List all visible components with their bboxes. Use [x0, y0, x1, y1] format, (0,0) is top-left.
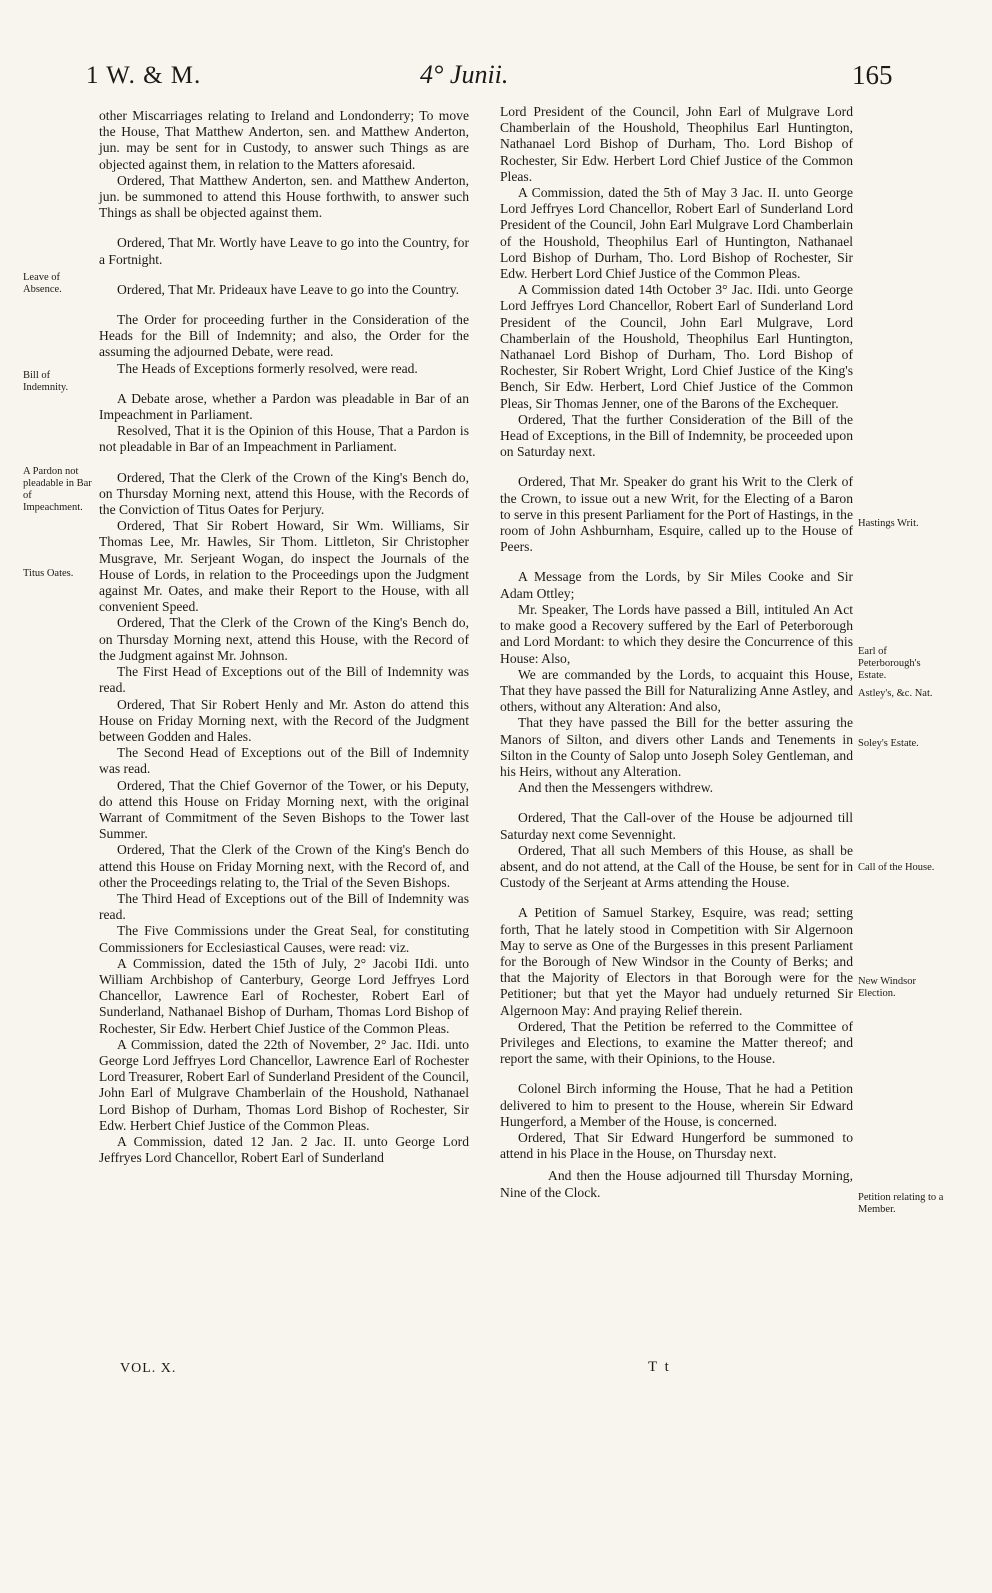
paragraph: Ordered, That the Chief Governor of the Tower, or his Deputy, do attend this House on Friday Morning next, with the original Warrant of Commitment of the Seven Bishops to the Tower last Summer. — [99, 777, 469, 842]
paragraph: Ordered, That Matthew Anderton, sen. and Matthew Anderton, jun. be summoned to attend this House forthwith, to answer such Things as shall be objected against them. — [99, 172, 469, 221]
paragraph: The Heads of Exceptions formerly resolved, were read. — [117, 360, 418, 376]
paragraph: The First Head of Exceptions out of the Bill of Indemnity was read. — [99, 664, 469, 696]
paragraph: Mr. Speaker, The Lords have passed a Bill, intituled An Act to make good a Recovery suffered by the Earl of Peterborough and Lord Mordant: to which they desire the Concurrence of this House: Also, — [500, 601, 853, 666]
paragraph: And then the Messengers withdrew. — [518, 780, 714, 796]
margin-note-oates: Titus Oates. — [23, 568, 74, 579]
margin-note-pardon: A Pardon not pleadable in Bar of Impeachment. — [23, 466, 92, 513]
paragraph: Ordered, That the further Consideration of the Bill of the Head of Exceptions, in the Bill of Indemnity, be proceeded upon on Saturday next. — [500, 411, 853, 460]
margin-note-indemnity: Bill of Indemnity. — [23, 370, 69, 393]
paragraph: A Debate arose, whether a Pardon was pleadable in Bar of an Impeachment in Parliament. — [99, 390, 469, 423]
paragraph: Lord President of the Council, John Earl of Mulgrave Lord Chamberlain of the Houshold, Theophilus Earl Huntington, Nathanael Lord Bishop of Durham, Tho. Lord Bishop of Rochester, Sir Edw. Herbert Lord Chief Justice of the Common Pleas. — [500, 104, 853, 184]
paragraph: A Message from the Lords, by Sir Miles Cooke and Sir Adam Ottley; — [500, 569, 853, 601]
paragraph: other Miscarriages relating to Ireland and Londonderry; To move the House, That Matthew Anderton, sen. and Matthew Anderton, jun. may be sent for in Custody, to answer such Things as are objected against them, in relation to the Matters aforesaid. — [99, 108, 469, 172]
paragraph: Ordered, That the Call-over of the House be adjourned till Saturday next come Sevennight. — [500, 810, 853, 842]
margin-note-petition: Petition relating to a Member. — [858, 1192, 944, 1215]
paragraph: A Commission, dated 12 Jan. 2 Jac. II. unto George Lord Jeffryes Lord Chancellor, Robert Earl of Sunderland — [99, 1133, 469, 1166]
paragraph: The Order for proceeding further in the Consideration of the Heads for the Bill of Indemnity; and also, the Order for the assuming the adjourned Debate, were read. — [99, 312, 469, 360]
left-column — [99, 108, 469, 1166]
paragraph: Ordered, That all such Members of this House, as shall be absent, and do not attend, at the Call of the House, be sent for in Custody of the Serjeant at Arms attending the House. — [500, 842, 853, 891]
paragraph: A Petition of Samuel Starkey, Esquire, was read; setting forth, That he lately stood in Competition with Sir Algernoon May to serve as One of the Burgesses in this present Parliament for the Borough of New Windsor in the County of Berks; and that the Majority of Electors in that Borough were for the Petitioner; but that yet the Mayor had unduely returned Sir Algernoon May: And praying Relief therein. — [500, 905, 853, 1018]
margin-note-leave: Leave of Absence. — [23, 272, 62, 295]
margin-note-astley: Astley's, &c. Nat. — [858, 688, 933, 699]
paragraph: Ordered, That Sir Edward Hungerford be summoned to attend in his Place in the House, on Thursday next. — [500, 1129, 853, 1162]
paragraph: A Commission, dated the 5th of May 3 Jac. II. unto George Lord Jeffryes Lord Chancellor, Robert Earl of Sunderland Lord President of the Council, John Earl Mulgrave Lord Chamberlain of the Houshold, Theophilus Earl of Huntington, Nathanael Lord Bishop of Durham, Tho. Lord Bishop of Rochester, Sir Edw. Herbert Lord Chief Justice of the Common Pleas. — [500, 185, 853, 282]
margin-note-callover: Call of the House. — [858, 862, 935, 873]
paragraph: Resolved, That it is the Opinion of this House, That a Pardon is not pleadable in Bar of an Impeachment in Parliament. — [99, 423, 469, 455]
paragraph: The Second Head of Exceptions out of the Bill of Indemnity was read. — [99, 745, 469, 777]
paragraph: Ordered, That the Petition be referred to the Committee of Privileges and Elections, to examine the Matter thereof; and report the same, with their Opinions, to the House. — [500, 1018, 853, 1067]
paragraph: Ordered, That the Clerk of the Crown of the King's Bench do attend this House on Friday Morning next, with the Record of, and other the Proceedings relating to, the Trial of the Seven Bishops. — [99, 842, 469, 890]
running-header — [0, 56, 992, 96]
paragraph: We are commanded by the Lords, to acquaint this House, That they have passed the Bill for Naturalizing Anne Astley, and others, without any Alteration: And also, — [500, 666, 853, 715]
margin-note-soley: Soley's Estate. — [858, 738, 919, 749]
paragraph: A Commission, dated the 22th of November, 2° Jac. IIdi. unto George Lord Jeffryes Lord Chancellor, Lawrence Earl of Rochester Lord Treasurer, Robert Earl of Sunderland President of the Council, John Earl of Mulgrave Chamberlain of the Houshold, Nathanael Lord Bishop of Durham, Thomas Lord Bishop of Rochester, Sir Edw. Herbert Chief Justice of the Common Pleas. — [99, 1036, 469, 1133]
session-date: 4° Junii. — [420, 60, 509, 89]
paragraph: Colonel Birch informing the House, That he had a Petition delivered to him to present to the House, wherein Sir Edward Hungerford, a Member of the House, is concerned. — [500, 1081, 853, 1129]
paragraph: That they have passed the Bill for the better assuring the Manors of Silton, and divers other Lands and Tenements in Silton in the County of Salop unto Joseph Soley Gentleman, and his Heirs, without any Alteration. — [500, 715, 853, 779]
regnal-year: 1 W. & M. — [86, 62, 202, 89]
margin-note-hastings: Hastings Writ. — [858, 518, 919, 529]
adjournment: And then the House adjourned till Thursday Morning, Nine of the Clock. — [500, 1168, 853, 1200]
paragraph: Ordered, That the Clerk of the Crown of the King's Bench do, on Thursday Morning next, attend this House, with the Records of the Conviction of Titus Oates for Perjury. — [99, 469, 469, 518]
margin-note-windsor: New Windsor Election. — [858, 976, 917, 999]
volume-number: VOL. X. — [120, 1361, 177, 1376]
paragraph: A Commission dated 14th October 3° Jac. IIdi. unto George Lord Jeffryes Lord Chancellor, Robert Earl of Sunderland Lord President of the Council, John Earl Mulgrave, Lord Chamberlain of the Houshold, Theophilus Earl Huntington, Nathanael Lord Bishop of Durham, Tho. Lord Bishop of Rochester, Sir Robert Wright, Lord Chief Justice of the King's Bench, Sir Edw. Herbert, Lord Chief Justice of the Common Pleas, Sir Thomas Jenner, one of the Barons of the Exchequer. — [500, 282, 853, 411]
paragraph: The Five Commissions under the Great Seal, for constituting Commissioners for Ecclesiastical Causes, were read: viz. — [99, 923, 469, 955]
paragraph: A Commission, dated the 15th of July, 2° Jacobi IIdi. unto William Archbishop of Canterbury, George Lord Jeffryes Lord Chancellor, Lawrence Earl of Rochester, Robert Earl of Sunderland, Nathanael Bishop of Durham, Thomas Lord Bishop of Rochester, Sir Edw. Herbert Chief Justice of the Common Pleas. — [99, 955, 469, 1036]
page-number: 165 — [852, 60, 893, 90]
paragraph: Ordered, That Mr. Speaker do grant his Writ to the Clerk of the Crown, to issue out a new Writ, for the Electing of a Baron to serve in this present Parliament for the Port of Hastings, in the room of John Ashburnham, Esquire, called up to the House of Peers. — [500, 474, 853, 555]
margin-note-peterborough: Earl of Peterborough's Estate. — [858, 646, 921, 681]
signature-mark: T t — [648, 1359, 671, 1375]
paragraph: The Third Head of Exceptions out of the Bill of Indemnity was read. — [99, 890, 469, 923]
paragraph: Ordered, That the Clerk of the Crown of the King's Bench do, on Thursday Morning next, attend this House, with the Record of the Judgment against Mr. Johnson. — [99, 615, 469, 663]
paragraph: Ordered, That Mr. Wortly have Leave to go into the Country, for a Fortnight. — [99, 235, 469, 267]
right-column — [500, 104, 853, 1201]
paragraph: Ordered, That Sir Robert Henly and Mr. Aston do attend this House on Friday Morning next, with the Record of the Judgment between Godden and Hales. — [99, 696, 469, 744]
paragraph: Ordered, That Mr. Prideaux have Leave to go into the Country. — [117, 281, 460, 297]
paragraph: Ordered, That Sir Robert Howard, Sir Wm. Williams, Sir Thomas Lee, Mr. Hawles, Sir Thom. Littleton, Sir Christopher Musgrave, Mr. Serjeant Wogan, do inspect the Journals of the House of Lords, in relation to the Proceedings upon the Judgment against Mr. Oates, and make their Report to the House, with all convenient Speed. — [99, 518, 469, 615]
